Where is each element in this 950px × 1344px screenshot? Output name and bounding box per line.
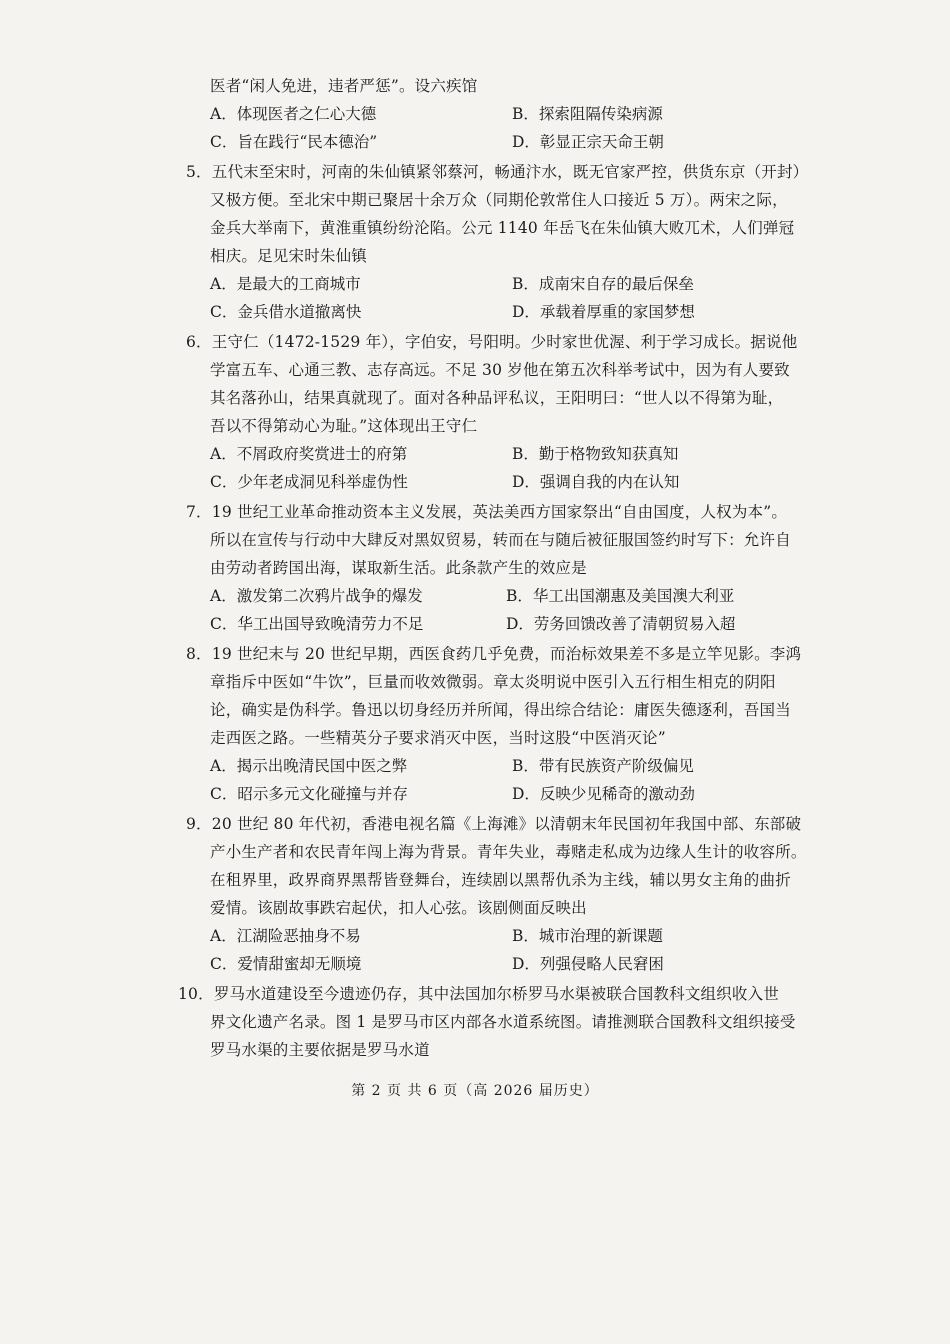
q8-text-line: 8．19 世纪末与 20 世纪早期，西医食药几乎免费，而治标效果差不多是立竿见影。李鸿: [186, 645, 802, 663]
q7-text-line: 所以在宣传与行动中大肆反对黑奴贸易，转而在与随后被征服国签约时写下：允许自: [210, 531, 791, 549]
q6-text-line: 其名落孙山，结果真就现了。面对各种品评私议，王阳明曰：“世人以不得第为耻，: [210, 389, 784, 407]
q10-text-line: 界文化遗产名录。图 1 是罗马市区内部各水道系统图。请推测联合国教科文组织接受: [210, 1013, 796, 1031]
q10-text-line: 罗马水渠的主要依据是罗马水道: [210, 1041, 430, 1059]
q5-option-b: B．成南宋自存的最后保垒: [512, 275, 694, 293]
q5-text-line: 5．五代末至宋时，河南的朱仙镇紧邻蔡河，畅通汴水，既无官家严控，供货东京（开封）: [186, 163, 809, 181]
q7-option-a: A．激发第二次鸦片战争的爆发: [210, 587, 423, 605]
q8-option-a: A．揭示出晚清民国中医之弊: [210, 757, 408, 775]
q7-option-c: C．华工出国导致晚清劳力不足: [210, 615, 424, 633]
q9-text-line: 9．20 世纪 80 年代初，香港电视名篇《上海滩》以清朝末年民国初年我国中部、东部破: [186, 815, 802, 833]
q7-text-line: 7．19 世纪工业革命推动资本主义发展，英法美西方国家祭出“自由国度，人权为本”。: [186, 503, 788, 521]
q8-text-line: 论，确实是伪科学。鲁迅以切身经历并所闻，得出综合结论：庸医失德逐利，吾国当: [210, 701, 791, 719]
q6-option-a: A．不屑政府奖赏进士的府第: [210, 445, 408, 463]
q6-option-c: C．少年老成洞见科举虚伪性: [210, 473, 408, 491]
q6-text-line: 学富五车、心通三教、志存高远。不足 30 岁他在第五次科举考试中，因为有人要致: [210, 361, 790, 379]
q9-option-c: C．爱情甜蜜却无顺境: [210, 955, 362, 973]
q8-option-d: D．反映少见稀奇的激动劲: [512, 785, 695, 803]
q8-text-line: 章指斥中医如“牛饮”，巨量而收效微弱。章太炎明说中医引入五行相生相克的阴阳: [210, 673, 776, 691]
q6-text-line: 吾以不得第动心为耻。”这体现出王守仁: [210, 417, 478, 435]
page-footer: 第 2 页 共 6 页（高 2026 届历史）: [351, 1083, 599, 1099]
q6-option-b: B．勤于格物致知获真知: [512, 445, 679, 463]
q5-text-line: 相庆。足见宋时朱仙镇: [210, 247, 368, 265]
q9-text-line: 爱情。该剧故事跌宕起伏，扣人心弦。该剧侧面反映出: [210, 899, 587, 917]
q7-option-b: B．华工出国潮惠及美国澳大利亚: [506, 587, 735, 605]
q4-text-line: 医者“闲人免进，违者严惩”。设六疾馆: [210, 77, 478, 95]
q8-text-line: 走西医之路。一些精英分子要求消灭中医，当时这股“中医消灭论”: [210, 729, 666, 747]
q4-option-b: B．探索阻隔传染病源: [512, 105, 663, 123]
q8-option-c: C．昭示多元文化碰撞与并存: [210, 785, 408, 803]
q7-option-d: D．劳务回馈改善了清朝贸易入超: [506, 615, 736, 633]
q5-option-a: A．是最大的工商城市: [210, 275, 361, 293]
q5-option-d: D．承载着厚重的家国梦想: [512, 303, 695, 321]
q6-option-d: D．强调自我的内在认知: [512, 473, 680, 491]
q10-text-line: 10．罗马水道建设至今遗迹仍存，其中法国加尔桥罗马水渠被联合国教科文组织收入世: [178, 985, 780, 1003]
q7-text-line: 由劳动者跨国出海，谋取新生活。此条款产生的效应是: [210, 559, 587, 577]
q9-option-d: D．列强侵略人民窘困: [512, 955, 664, 973]
q8-option-b: B．带有民族资产阶级偏见: [512, 757, 694, 775]
q9-option-a: A．江湖险恶抽身不易: [210, 927, 361, 945]
q4-option-c: C．旨在践行“民本德治”: [210, 133, 378, 151]
q9-option-b: B．城市治理的新课题: [512, 927, 663, 945]
q5-text-line: 金兵大举南下，黄淮重镇纷纷沦陷。公元 1140 年岳飞在朱仙镇大败兀术，人们弹冠: [210, 219, 795, 237]
q6-text-line: 6．王守仁（1472-1529 年），字伯安，号阳明。少时家世优渥、利于学习成长。据说他: [186, 333, 798, 351]
q9-text-line: 在租界里，政界商界黑帮皆登舞台，连续剧以黑帮仇杀为主线，辅以男女主角的曲折: [210, 871, 791, 889]
q4-option-d: D．彰显正宗天命王朝: [512, 133, 664, 151]
q4-option-a: A．体现医者之仁心大德: [210, 105, 377, 123]
q9-text-line: 产小生产者和农民青年闯上海为背景。青年失业，毒赌走私成为边缘人生计的收容所。: [210, 843, 807, 861]
q5-text-line: 又极方便。至北宋中期已聚居十余万众（同期伦敦常住人口接近 5 万）。两宋之际，: [210, 191, 788, 209]
q5-option-c: C．金兵借水道撤离快: [210, 303, 362, 321]
